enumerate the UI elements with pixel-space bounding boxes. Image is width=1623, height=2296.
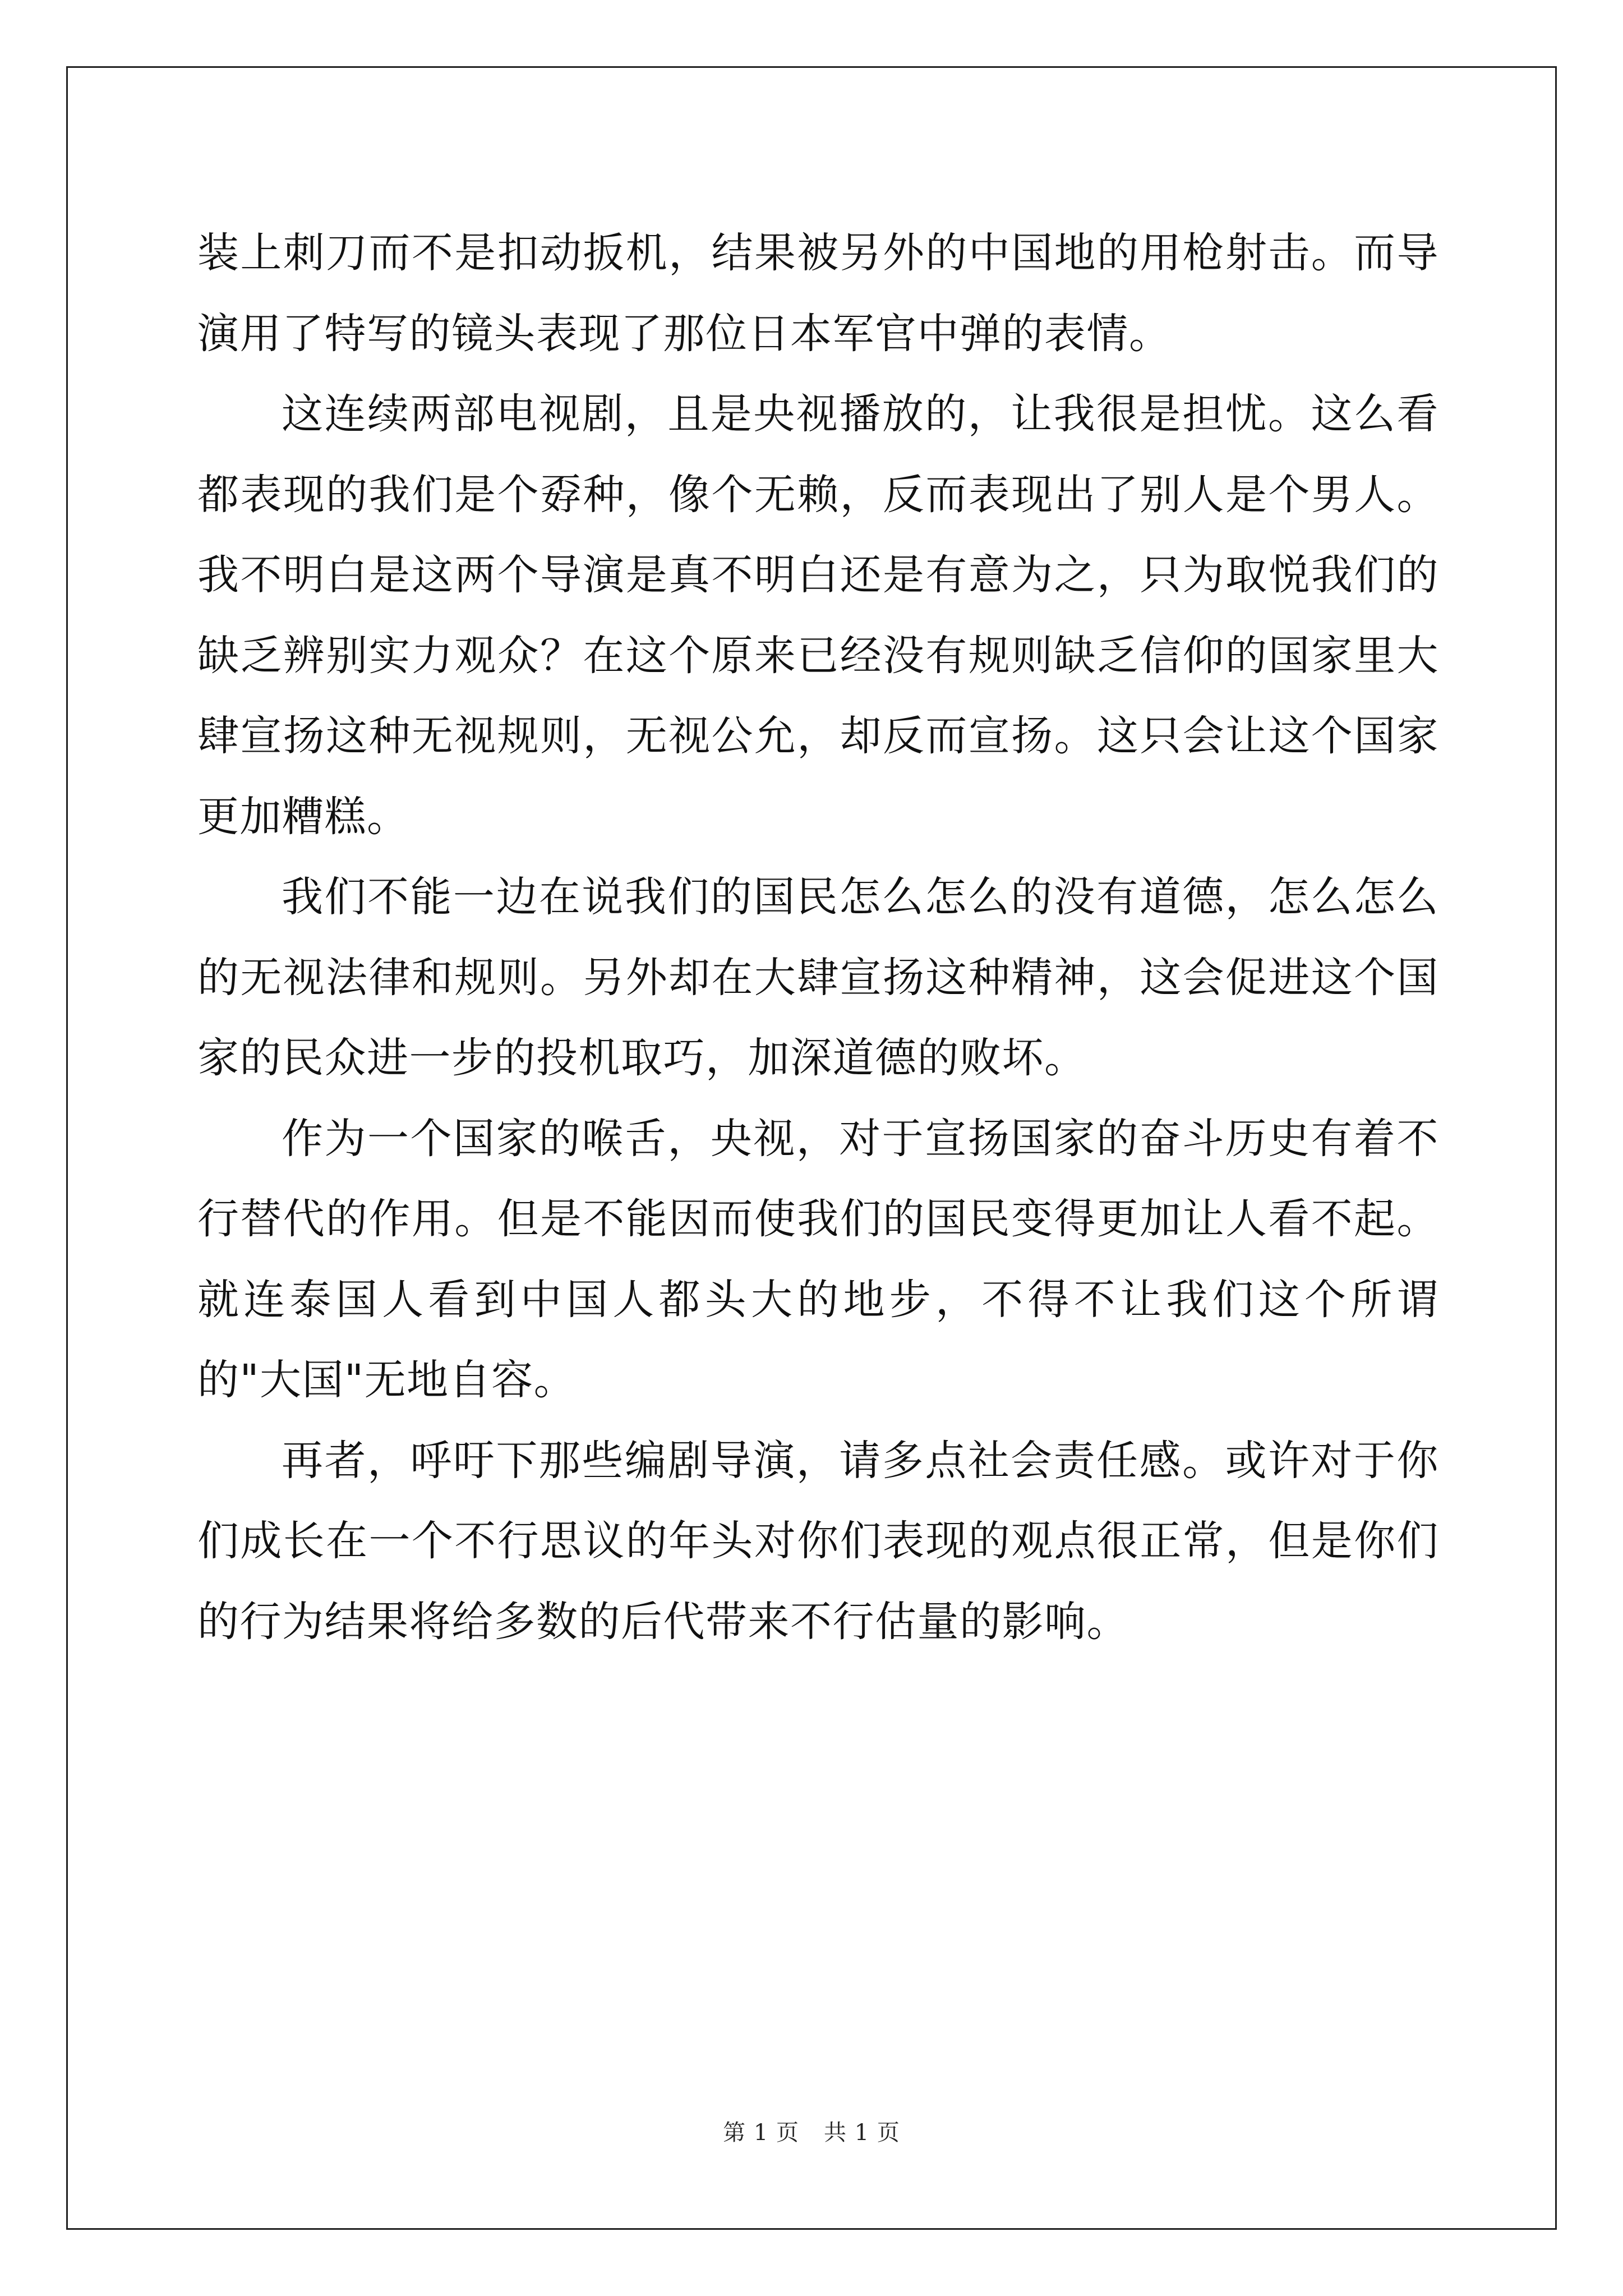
paragraph: 再者，呼吁下那些编剧导演，请多点社会责任感。或许对于你们成长在一个不行思议的年头对你们表现的观点很正常，但是你们的行为结果将给多数的后代带来不行估量的影响。 [197,1436,1439,1646]
page-number: 第 1 页 [723,2120,799,2146]
page-footer [0,2115,1623,2147]
document-body [197,213,1439,1662]
paragraph: 这连续两部电视剧，且是央视播放的，让我很是担忧。这么看都表现的我们是个孬种，像个无赖，反而表现出了别人是个男人。我不明白是这两个导演是真不明白还是有意为之，只为取悦我们的缺乏辨别实力观众？在这个原来已经没有规则缺乏信仰的国家里大肆宣扬这种无视规则，无视公允，却反而宣扬。这只会让这个国家更加糟糕。 [197,390,1439,841]
page-total: 共 1 页 [824,2120,900,2146]
paragraph: 我们不能一边在说我们的国民怎么怎么的没有道德，怎么怎么的无视法律和规则。另外却在大肆宣扬这种精神，这会促进这个国家的民众进一步的投机取巧，加深道德的败坏。 [197,873,1439,1082]
paragraph: 装上刺刀而不是扣动扳机，结果被另外的中国地的用枪射击。而导演用了特写的镜头表现了那位日本军官中弹的表情。 [197,229,1439,358]
paragraph: 作为一个国家的喉舌，央视，对于宣扬国家的奋斗历史有着不行替代的作用。但是不能因而使我们的国民变得更加让人看不起。就连泰国人看到中国人都头大的地步，不得不让我们这个所谓的"大国"无地自容。 [197,1114,1439,1404]
